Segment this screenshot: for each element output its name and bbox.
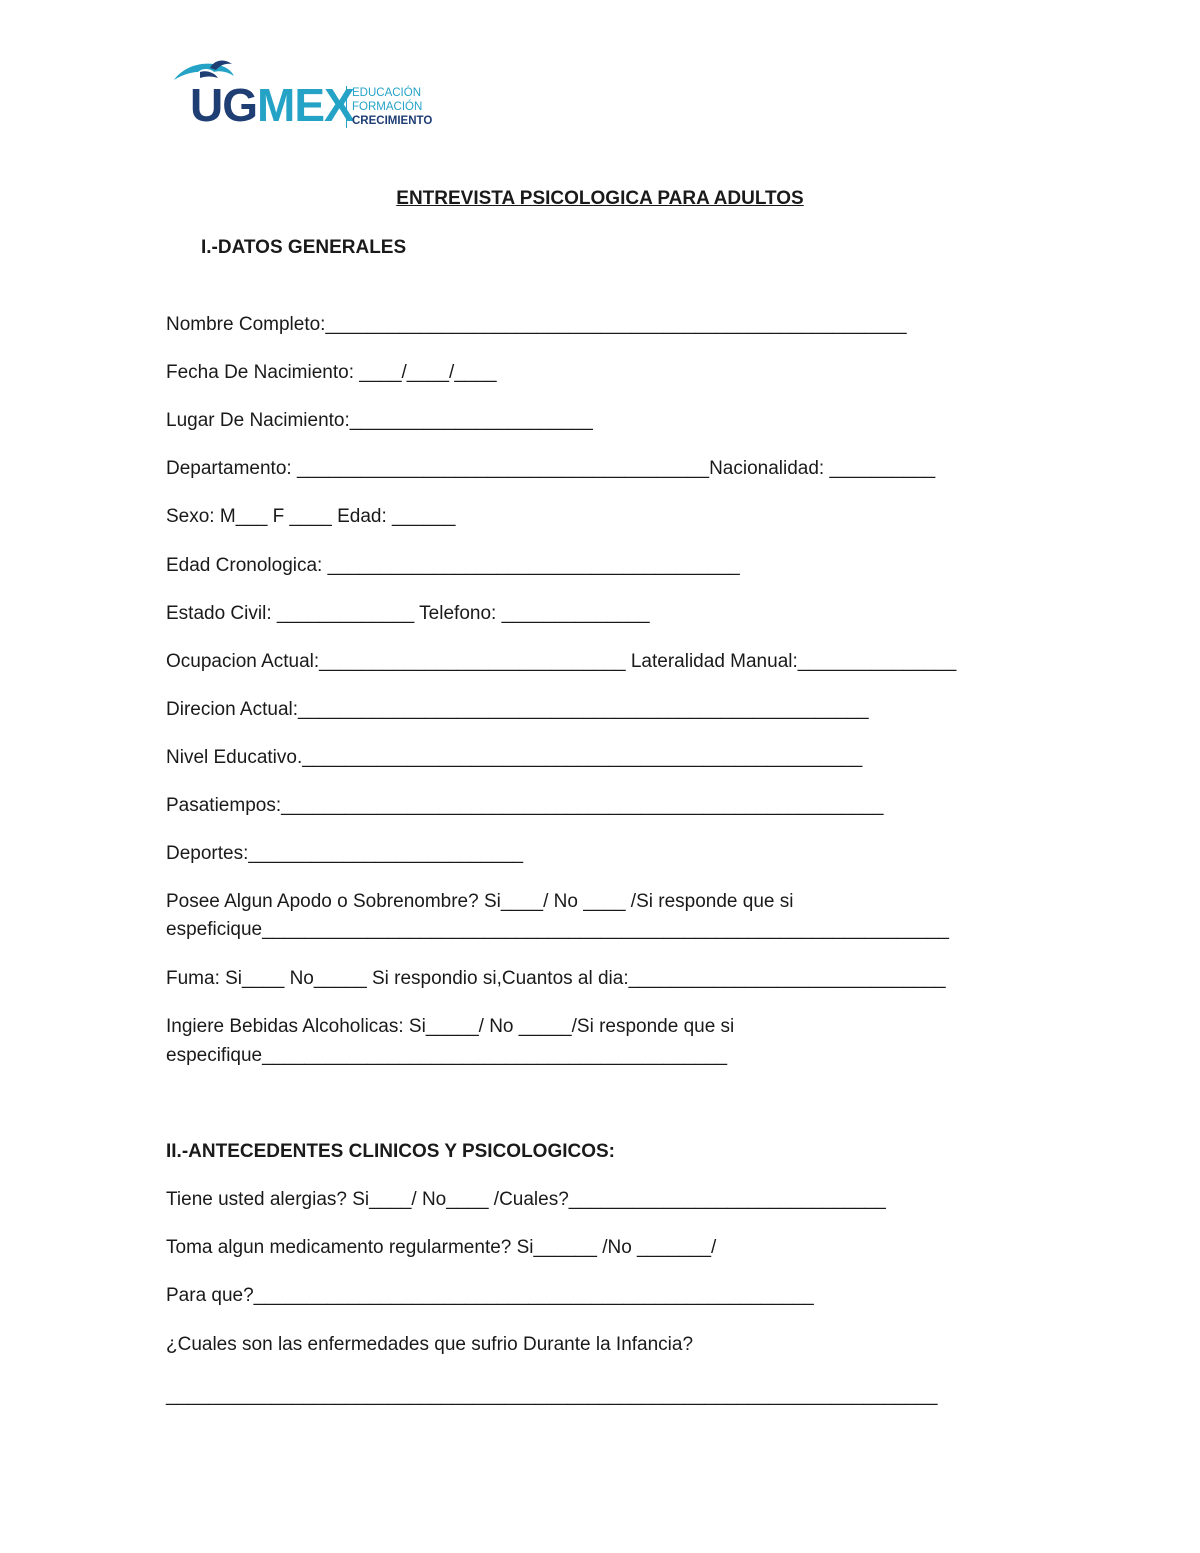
field-alergias[interactable]: Tiene usted alergias? Si____/ No____ /Cuales?______________________________ — [166, 1189, 886, 1210]
field-direccion-actual[interactable]: Direcion Actual:______________________________________________________ — [166, 699, 869, 720]
field-para-que[interactable]: Para que?_____________________________________________________ — [166, 1285, 814, 1306]
field-sexo-edad[interactable]: Sexo: M___ F ____ Edad: ______ — [166, 506, 456, 527]
field-fuma[interactable]: Fuma: Si____ No_____ Si respondio si,Cuantos al dia:______________________________ — [166, 968, 946, 989]
field-apodo[interactable]: Posee Algun Apodo o Sobrenombre? Si____/ No ____ /Si responde que si — [166, 891, 794, 912]
field-nombre-completo[interactable]: Nombre Completo:_______________________________________________________ — [166, 314, 907, 335]
field-bebidas-alcoholicas[interactable]: Ingiere Bebidas Alcoholicas: Si_____/ No _____/Si responde que si — [166, 1016, 735, 1037]
tagline-formacion: FORMACIÓN — [352, 101, 423, 113]
brand-tagline — [346, 86, 432, 128]
question-enfermedades-infancia: ¿Cuales son las enfermedades que sufrio Durante la Infancia? — [166, 1334, 694, 1355]
section-2-heading: II.-ANTECEDENTES CLINICOS Y PSICOLOGICOS: — [166, 1141, 616, 1162]
tagline-educacion: EDUCACIÓN — [352, 87, 422, 99]
field-edad-cronologica[interactable]: Edad Cronologica: _______________________________________ — [166, 555, 740, 576]
section-1-heading: I.-DATOS GENERALES — [201, 237, 407, 258]
field-pasatiempos[interactable]: Pasatiempos:_________________________________________________________ — [166, 795, 884, 816]
tagline-crecimiento: CRECIMIENTO — [352, 115, 433, 127]
field-fecha-nacimiento[interactable]: Fecha De Nacimiento: ____/____/____ — [166, 362, 497, 383]
field-enfermedades-respuesta[interactable]: _________________________________________________________________________ — [166, 1385, 938, 1406]
brand-wordmark — [190, 79, 354, 131]
field-nivel-educativo[interactable]: Nivel Educativo._____________________________________________________ — [166, 747, 863, 768]
document-title: ENTREVISTA PSICOLOGICA PARA ADULTOS — [396, 188, 804, 209]
field-lugar-nacimiento[interactable]: Lugar De Nacimiento:_______________________ — [166, 410, 593, 431]
field-bebidas-especifique[interactable]: especifique____________________________________________ — [166, 1045, 728, 1066]
field-departamento-nacionalidad[interactable]: Departamento: _______________________________________Nacionalidad: __________ — [166, 458, 936, 479]
company-logo — [170, 58, 433, 133]
field-ocupacion-lateralidad[interactable]: Ocupacion Actual:_____________________________ Lateralidad Manual:_______________ — [166, 651, 957, 672]
brand-part-mex: MEX — [257, 79, 354, 131]
field-apodo-especifique[interactable]: espeficique_________________________________________________________________ — [166, 919, 949, 940]
field-estado-civil-telefono[interactable]: Estado Civil: _____________ Telefono: ______________ — [166, 603, 650, 624]
field-medicamento[interactable]: Toma algun medicamento regularmente? Si______ /No _______/ — [166, 1237, 717, 1258]
field-deportes[interactable]: Deportes:__________________________ — [166, 843, 524, 864]
brand-part-ug: UG — [190, 79, 257, 131]
